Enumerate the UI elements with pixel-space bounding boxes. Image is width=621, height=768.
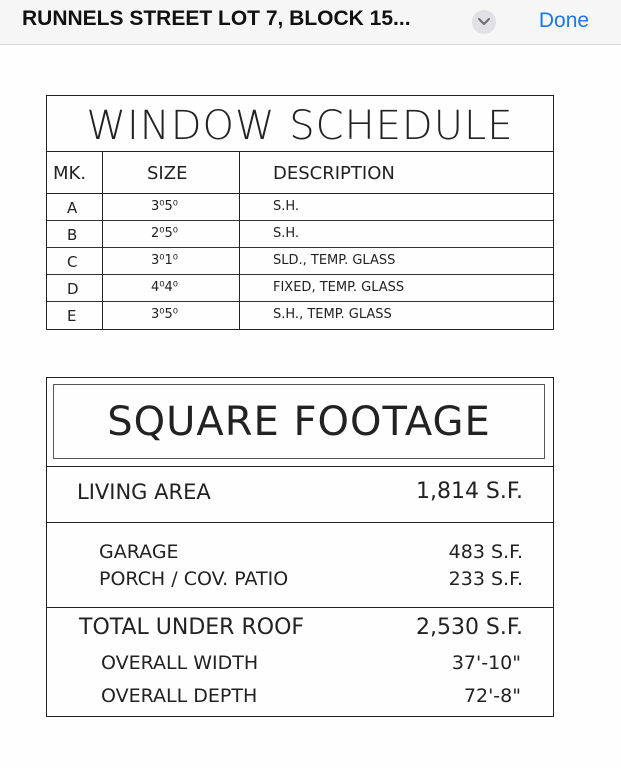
porch-value: 233 S.F. bbox=[448, 568, 523, 590]
column-header-mk: MK. bbox=[53, 163, 87, 184]
top-bar bbox=[0, 0, 621, 45]
square-footage-title: SQUARE FOOTAGE bbox=[107, 399, 491, 445]
overall-width-label: OVERALL WIDTH bbox=[101, 652, 259, 674]
row-mark: E bbox=[67, 307, 77, 325]
square-footage-table bbox=[46, 377, 554, 717]
divider bbox=[47, 607, 553, 608]
divider bbox=[47, 151, 553, 152]
row-mark: D bbox=[67, 280, 79, 298]
row-mark: C bbox=[67, 253, 78, 271]
row-description: S.H. bbox=[273, 226, 300, 241]
window-schedule-title: WINDOW SCHEDULE bbox=[86, 103, 514, 149]
total-under-roof-value: 2,530 S.F. bbox=[415, 615, 523, 640]
row-size: 3⁰5⁰ bbox=[151, 307, 178, 322]
done-button[interactable]: Done bbox=[522, 6, 606, 36]
column-header-description: DESCRIPTION bbox=[273, 163, 395, 184]
divider bbox=[47, 193, 553, 194]
document-view[interactable] bbox=[0, 45, 621, 768]
document-title: RUNNELS STREET LOT 7, BLOCK 15... bbox=[22, 7, 411, 30]
chevron-down-icon bbox=[478, 18, 490, 26]
divider bbox=[102, 151, 103, 329]
living-area-label: LIVING AREA bbox=[77, 480, 211, 504]
row-mark: A bbox=[67, 199, 78, 217]
divider bbox=[47, 274, 553, 275]
overall-depth-value: 72'-8" bbox=[463, 685, 521, 707]
divider bbox=[47, 522, 553, 523]
divider bbox=[47, 301, 553, 302]
divider bbox=[239, 151, 240, 329]
divider bbox=[47, 247, 553, 248]
divider bbox=[47, 220, 553, 221]
living-area-value: 1,814 S.F. bbox=[415, 479, 523, 504]
total-under-roof-label: TOTAL UNDER ROOF bbox=[79, 615, 305, 640]
garage-value: 483 S.F. bbox=[448, 541, 523, 563]
overall-depth-label: OVERALL DEPTH bbox=[101, 685, 258, 707]
row-description: S.H., TEMP. GLASS bbox=[273, 307, 392, 322]
row-size: 4⁰4⁰ bbox=[151, 280, 178, 295]
row-description: SLD., TEMP. GLASS bbox=[273, 253, 396, 268]
overall-width-value: 37'-10" bbox=[451, 652, 521, 674]
row-description: FIXED, TEMP. GLASS bbox=[273, 280, 405, 295]
square-footage-title-box bbox=[53, 384, 545, 459]
porch-label: PORCH / COV. PATIO bbox=[99, 568, 289, 590]
divider bbox=[47, 466, 553, 467]
row-description: S.H. bbox=[273, 199, 300, 214]
row-size: 2⁰5⁰ bbox=[151, 226, 178, 241]
garage-label: GARAGE bbox=[99, 541, 179, 563]
row-mark: B bbox=[67, 226, 78, 244]
window-schedule-table bbox=[46, 95, 554, 330]
column-header-size: SIZE bbox=[147, 163, 188, 184]
row-size: 3⁰1⁰ bbox=[151, 253, 178, 268]
row-size: 3⁰5⁰ bbox=[151, 199, 178, 214]
title-menu-button[interactable] bbox=[472, 10, 496, 34]
